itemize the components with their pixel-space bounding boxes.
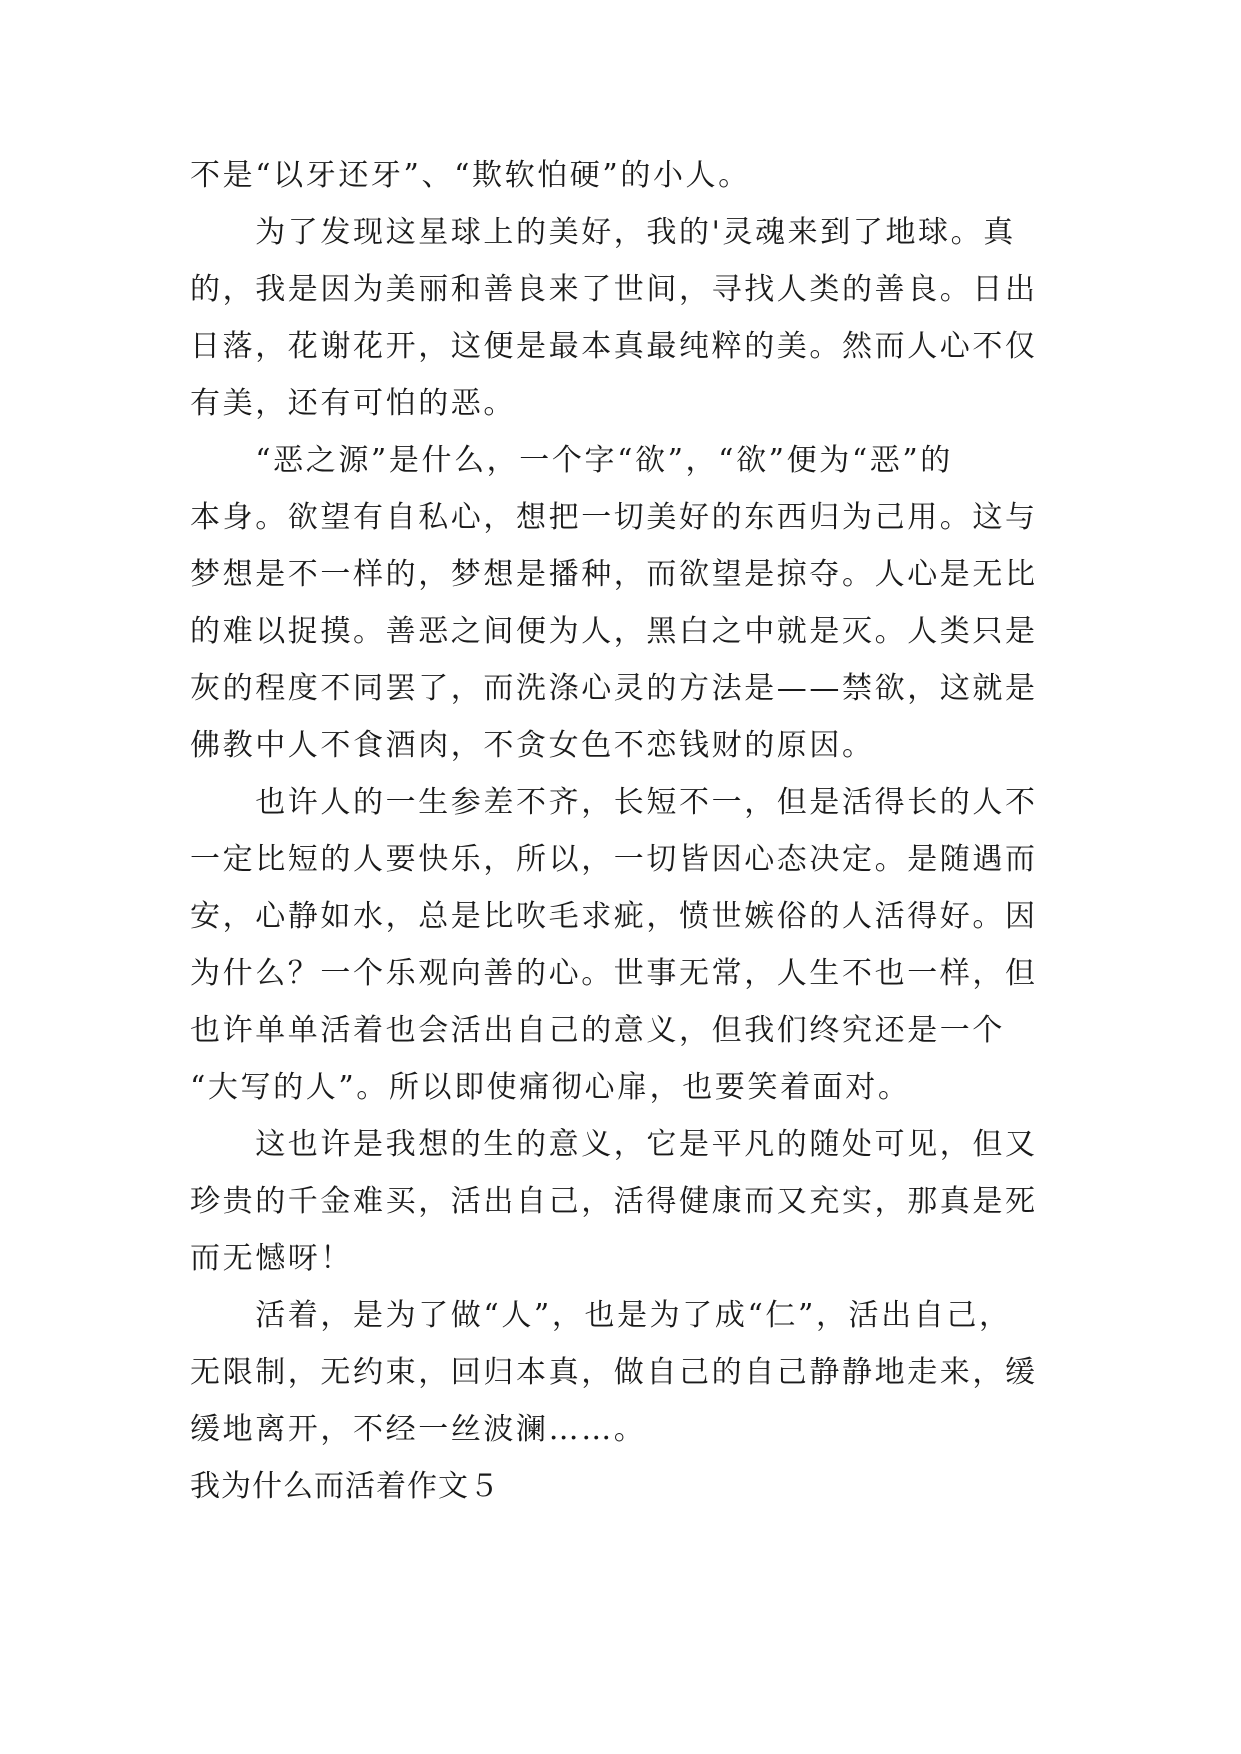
text-line: 活着，是为了做“人”，也是为了成“仁”，活出自己， [190,1298,1012,1333]
text-line: 也许单单活着也会活出自己的意义，但我们终究还是一个 [190,1013,1005,1048]
text-line: 为了发现这星球上的美好，我的'灵魂来到了地球。真 [190,215,1016,250]
text-line: 安，心静如水，总是比吹毛求疵，愤世嫉俗的人活得好。因 [190,899,1038,934]
text-line: 佛教中人不食酒肉，不贪女色不恋钱财的原因。 [190,728,875,763]
text-line: 珍贵的千金难买，活出自己，活得健康而又充实，那真是死 [190,1184,1038,1219]
text-line: 日落，花谢花开，这便是最本真最纯粹的美。然而人心不仅 [190,329,1038,364]
text-line: “大写的人”。所以即使痛彻心扉，也要笑着面对。 [190,1070,911,1105]
text-line: 无限制，无约束，回归本真，做自己的自己静静地走来，缓 [190,1355,1038,1390]
text-line: 一定比短的人要快乐，所以，一切皆因心态决定。是随遇而 [190,842,1038,877]
text-line: 本身。欲望有自私心，想把一切美好的东西归为己用。这与 [190,500,1038,535]
text-line: 有美，还有可怕的恶。 [190,386,516,421]
text-line: 灰的程度不同罢了，而洗涤心灵的方法是——禁欲，这就是 [190,671,1038,706]
text-line: 的难以捉摸。善恶之间便为人，黑白之中就是灭。人类只是 [190,614,1038,649]
text-line: 不是“以牙还牙”、“欺软怕硬”的小人。 [190,158,751,193]
text-line: 也许人的一生参差不齐，长短不一，但是活得长的人不 [190,785,1038,820]
text-line: 这也许是我想的生的意义，它是平凡的随处可见，但又 [190,1127,1038,1162]
text-line: 而无憾呀！ [190,1241,353,1276]
text-line: “恶之源”是什么，一个字“欲”，“欲”便为“恶”的 [190,443,953,478]
text-line: 的，我是因为美丽和善良来了世间，寻找人类的善良。日出 [190,272,1038,307]
section-heading: 我为什么而活着作文５ [190,1469,500,1504]
text-line: 为什么？一个乐观向善的心。世事无常，人生不也一样，但 [190,956,1038,991]
text-line: 缓地离开，不经一丝波澜……。 [190,1412,647,1447]
text-line: 梦想是不一样的，梦想是播种，而欲望是掠夺。人心是无比 [190,557,1038,592]
